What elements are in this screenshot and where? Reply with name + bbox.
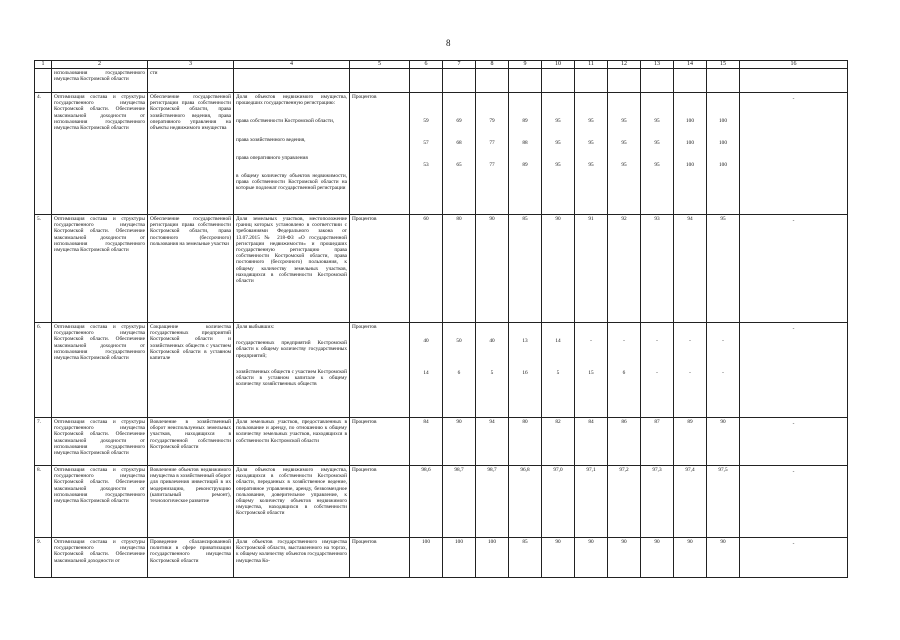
value-cell [410,418,443,466]
value-cell [707,323,740,418]
indicator-cell [234,323,350,418]
value-cell [476,538,509,578]
value: - [623,338,625,344]
header-row [35,61,848,69]
value: 90 [555,216,561,222]
value-cell [707,466,740,538]
table-row [35,93,848,215]
indicator-line: государственных предприятий Костромской области к общему количеству государственных предприятий; [236,340,347,359]
value-cell [509,93,542,215]
table-row [35,538,848,578]
table-body [35,69,848,578]
value-cell [443,466,476,538]
indicator-cell [234,538,350,578]
value-cell [608,538,641,578]
goal-cell: Оптимизация состава и структуры государственного имущества Костромской области. Обеспечение максимальной доходности от использования государственного имущества Костромской области [52,215,148,323]
column-header-11: 11 [575,61,608,69]
value: 89 [687,419,693,425]
unit-cell: Процентов [350,215,410,323]
unit-cell: Процентов [350,93,410,215]
value: 90 [621,539,627,545]
value-cell [476,215,509,323]
value-cell [509,323,542,418]
value: - [689,338,691,344]
value-cell [674,93,707,215]
value-cell [443,69,476,93]
unit-cell: Процентов [350,538,410,578]
value-cell [476,466,509,538]
value: 50 [456,338,462,344]
value: 95 [555,118,561,124]
value: - [590,338,592,344]
indicator-line: права оперативного управления [236,154,308,161]
indicator-line: права собственности Костромской области, [236,118,335,125]
task-cell: Обеспечение государственной регистрации права собственности Костромской области, права постоянного (бессрочного) пользования на земельные участки [148,215,234,323]
goal-cell: Оптимизация состава и структуры государственного имущества Костромской области. Обеспечение максимальной доходности от использования государственного имущества Костромской области [52,418,148,466]
indicator-line: Доля земельных участков, предоставленных в пользование и аренду, по отношению к общему количеству земельных участков, находящихся в собственности Костромской области [236,419,347,444]
value: 86 [621,419,627,425]
value: 94 [489,419,495,425]
value: 87 [654,419,660,425]
value: 90 [456,419,462,425]
value: 100 [488,539,496,545]
value: 88 [522,140,528,147]
value-cell [542,215,575,323]
unit-cell [350,69,410,93]
value-cell [608,69,641,93]
value: 14 [423,370,429,377]
value: 59 [423,118,429,124]
value: 100 [422,539,430,545]
row-number: 4. [35,93,52,215]
value: - [722,370,724,377]
value: 40 [489,338,495,344]
row-number: 7. [35,418,52,466]
value: 90 [720,419,726,425]
task-cell: Вовлечение в хозяйственный оборот неиспользуемых земельных участков, находящихся в государственной собственности Костромской области [148,418,234,466]
value-cell [674,418,707,466]
value: - [689,370,691,377]
unit-cell: Процентов [350,418,410,466]
indicator-cell [234,93,350,215]
indicator-line: права хозяйственного ведения, [236,136,306,143]
value-cell [641,93,674,215]
value: 60 [423,216,429,222]
value: 85 [522,216,528,222]
value-cell [608,93,641,215]
value: 95 [555,140,561,147]
value-cell [575,69,608,93]
row-number: 9. [35,538,52,578]
page-number: 8 [446,38,451,48]
column-header-3: 3 [148,61,234,69]
value: 65 [456,162,462,169]
value-cell [443,323,476,418]
value: 95 [654,118,660,124]
note-cell: - [740,418,848,466]
value: 79 [489,118,495,124]
task-cell: Проведение сбалансированной политики в сфере приватизации государственного имущества Костромской области [148,538,234,578]
note-cell: - [740,323,848,418]
value: 100 [686,140,694,147]
value-cell [608,323,641,418]
value: 95 [621,140,627,147]
value-cell [674,538,707,578]
indicator-line: хозяйственных обществ с участием Костромской области в уставном капитале к общему количеству хозяйственных обществ [236,368,347,388]
indicator-line: Доля объектов недвижимого имущества, находящихся в собственности Костромской области, переданных в хозяйственное ведение, оперативное управление, аренду, безвозмездное пользование, доверительное управление, к общему количеству объектов недвижимого имущества, находящихся в собственности Костромской области [236,467,347,517]
goal-cell: Оптимизация состава и структуры государственного имущества Костромской области. Обеспечение максимальной доходности от использования государственного имущества Костромской области [52,323,148,418]
value-cell [542,418,575,466]
value: - [656,338,658,344]
column-header-9: 9 [509,61,542,69]
value: 90 [687,539,693,545]
value-cell [707,418,740,466]
column-header-10: 10 [542,61,575,69]
value: 98,7 [454,467,464,473]
value-cell [608,466,641,538]
value: 57 [423,140,429,147]
column-header-7: 7 [443,61,476,69]
value: 100 [719,140,727,147]
value: 6 [457,370,461,377]
value-cell [443,538,476,578]
table-row [35,466,848,538]
value-cell [410,69,443,93]
column-header-8: 8 [476,61,509,69]
value: 84 [588,419,594,425]
indicator-line: Доля объектов государственного имущества Костромской области, выставленного на торгах, к общему количеству объектов государственного имущества Ко- [236,539,347,564]
value-cell [641,466,674,538]
value: 40 [423,338,429,344]
value: 100 [719,162,727,169]
unit-cell: Процентов [350,466,410,538]
value-cell [575,323,608,418]
task-cell: сти [148,69,234,93]
column-header-16: 16 [740,61,848,69]
value: 89 [522,118,528,124]
value: 5 [556,370,560,377]
value: 90 [654,539,660,545]
value-cell [476,69,509,93]
value: 89 [522,162,528,169]
value-cell [476,418,509,466]
value-cell [509,418,542,466]
value-cell [575,93,608,215]
value-cell [707,538,740,578]
goal-cell: Оптимизация состава и структуры государственного имущества Костромской области. Обеспечение максимальной доходности от [52,538,148,578]
value-cell [641,538,674,578]
goal-cell: использования государственного имущества Костромской области [52,69,148,93]
indicator-line: Доля земельных участков, местоположение границ которых установлено в соответствии с требованиями Федерального закона от 13.07.2015 № 218-ФЗ «О государственной регистрации недвижимости» и прошедших государственную регистрацию права собственности Костромской области, права постоянного (бессрочного) пользования, к общему количеству земельных участков, находящихся в собственности Костромской области [236,216,347,285]
column-header-2: 2 [52,61,148,69]
value: 69 [456,118,462,124]
value: 77 [489,162,495,169]
value-cell [641,69,674,93]
value: 95 [654,140,660,147]
value: 92 [621,216,627,222]
value: 13 [522,338,528,344]
value: 6 [622,370,626,377]
value-cell [608,215,641,323]
value-cell [443,93,476,215]
table-row [35,69,848,93]
note-cell: - [740,466,848,538]
value: 100 [686,162,694,169]
value-cell [476,93,509,215]
row-number: 5. [35,215,52,323]
table-row [35,418,848,466]
value: 95 [654,162,660,169]
column-header-1: 1 [35,61,52,69]
row-number: 8. [35,466,52,538]
value: 100 [686,118,694,124]
value: 80 [522,419,528,425]
value: - [722,338,724,344]
value: 97,2 [619,467,629,473]
indicator-line: Доля выбывших: [236,324,275,330]
value: 15 [588,370,594,377]
value: 53 [423,162,429,169]
value: 97,4 [685,467,695,473]
value-cell [641,215,674,323]
value: 97,1 [586,467,596,473]
value: 14 [555,338,561,344]
task-cell: Сокращение количества государственных предприятий Костромской области и хозяйственных обществ с участием Костромской области в уставном капитале [148,323,234,418]
row-number [35,69,52,93]
value-cell [443,418,476,466]
value-cell [410,466,443,538]
value: 95 [588,162,594,169]
column-header-6: 6 [410,61,443,69]
value-cell [707,93,740,215]
note-cell: - [740,93,848,215]
value: 90 [720,539,726,545]
value: 84 [423,419,429,425]
value: 95 [555,162,561,169]
value: 97,0 [553,467,563,473]
unit-cell: Процентов [350,323,410,418]
value: 94 [687,216,693,222]
value-cell [575,418,608,466]
value: - [656,370,658,377]
table-row [35,323,848,418]
value: 90 [555,539,561,545]
value-cell [509,538,542,578]
task-cell: Обеспечение государственной регистрации права собственности Костромской области, права хозяйственного ведения, права оперативного управления на объекты недвижимого имущества [148,93,234,215]
value-cell [674,215,707,323]
value-cell [509,215,542,323]
value-cell [542,466,575,538]
column-header-13: 13 [641,61,674,69]
column-header-15: 15 [707,61,740,69]
note-cell [740,69,848,93]
value: 95 [588,118,594,124]
value-cell [707,69,740,93]
value-cell [575,538,608,578]
value: 91 [588,216,594,222]
value-cell [542,93,575,215]
column-header-14: 14 [674,61,707,69]
value: 68 [456,140,462,147]
value: 82 [555,419,561,425]
value: 95 [621,118,627,124]
value: 77 [489,140,495,147]
row-number: 6. [35,323,52,418]
value-cell [707,215,740,323]
column-header-12: 12 [608,61,641,69]
value: 93 [654,216,660,222]
value-cell [608,418,641,466]
value-cell [410,323,443,418]
value-cell [674,323,707,418]
value-cell [542,538,575,578]
value: 98,6 [421,467,431,473]
value: 100 [455,539,463,545]
value-cell [641,323,674,418]
value: 90 [489,216,495,222]
value-cell [542,323,575,418]
indicator-line: в общему количеству объектов недвижимости, права собственности Костромской области на которые подлежат государственной регистрации [236,173,347,192]
indicator-cell [234,466,350,538]
value-cell [575,215,608,323]
indicator-cell [234,215,350,323]
value: 95 [720,216,726,222]
indicator-cell [234,418,350,466]
note-cell: - [740,538,848,578]
value: 100 [719,118,727,124]
goal-cell: Оптимизация состава и структуры государственного имущества Костромской области. Обеспечение максимальной доходности от использования государственного имущества Костромской области [52,466,148,538]
value-cell [443,215,476,323]
value: 16 [522,370,528,377]
value-cell [509,466,542,538]
goal-cell: Оптимизация состава и структуры государственного имущества Костромской области. Обеспечение максимальной доходности от использования государственного имущества Костромской области [52,93,148,215]
value: 5 [490,370,494,377]
value-cell [410,538,443,578]
value: 97,3 [652,467,662,473]
value: 85 [522,539,528,545]
table-row [35,215,848,323]
value-cell [674,69,707,93]
value: 80 [456,216,462,222]
value-cell [410,93,443,215]
value-cell [509,69,542,93]
column-header-5: 5 [350,61,410,69]
value: 98,7 [487,467,497,473]
value: 95 [621,162,627,169]
value-cell [641,418,674,466]
indicator-cell [234,69,350,93]
task-cell: Вовлечение объектов недвижимого имущества в хозяйственный оборот для привлечения инвестиций в их модернизацию, реконструкцию (капитальный ремонт), технологическое развитие [148,466,234,538]
value-cell [542,69,575,93]
value: 97,5 [718,467,728,473]
note-cell: - [740,215,848,323]
value: 95 [588,140,594,147]
column-header-4: 4 [234,61,350,69]
value-cell [575,466,608,538]
value-cell [476,323,509,418]
value-cell [674,466,707,538]
value-cell [410,215,443,323]
value: 96,8 [520,467,530,473]
value: 90 [588,539,594,545]
indicators-table [34,60,848,578]
indicator-line: Доля объектов недвижимого имущества, прошедших государственную регистрацию: [236,94,347,107]
